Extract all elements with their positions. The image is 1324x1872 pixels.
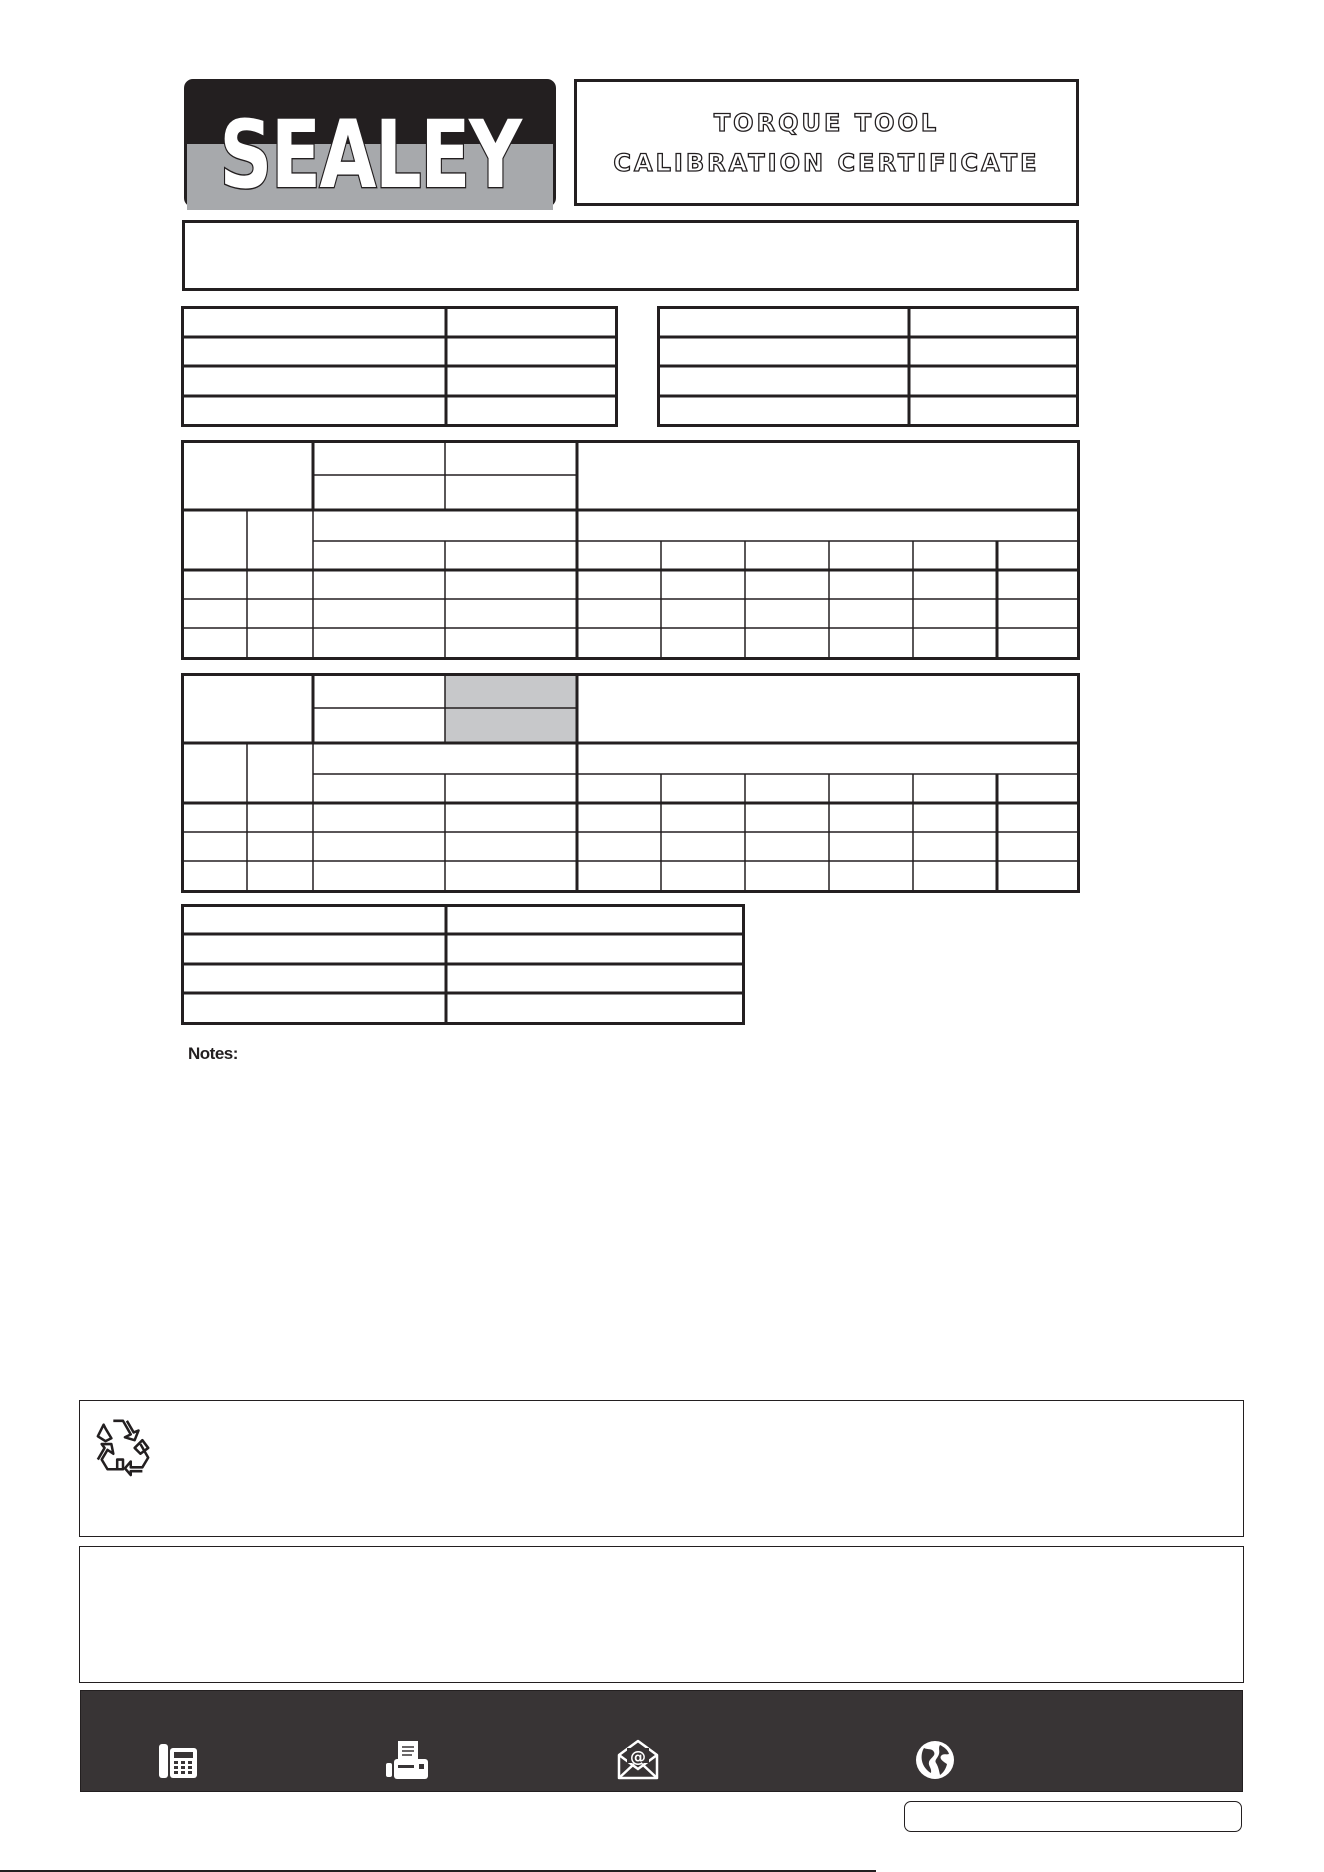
model-info-box (182, 220, 1079, 291)
notes-label: Notes: (188, 1044, 238, 1063)
fax-icon (384, 1739, 430, 1781)
email-icon (616, 1737, 660, 1781)
calibration-signoff-table (181, 904, 745, 1025)
title-line-1: TORQUE TOOL (713, 108, 940, 137)
sealey-logo (184, 79, 556, 210)
document-reference-box (904, 1801, 1242, 1832)
globe-icon (914, 1739, 956, 1781)
title-line-2: CALIBRATION CERTIFICATE (613, 148, 1040, 177)
certificate-title-box (574, 79, 1079, 206)
tool-details-table-left (181, 306, 618, 427)
brand-name: SEALEY (219, 100, 524, 210)
svg-text:@: @ (630, 1747, 646, 1766)
contact-bar (80, 1690, 1243, 1792)
information-box (79, 1546, 1244, 1683)
recycle-icon (92, 1415, 154, 1477)
sealey-wordmark (187, 82, 553, 210)
environment-protection-box (79, 1400, 1244, 1537)
phone-icon (157, 1740, 199, 1780)
tool-details-table-right (657, 306, 1079, 427)
calibration-table-1 (181, 440, 1080, 660)
calibration-table-2 (181, 673, 1080, 893)
